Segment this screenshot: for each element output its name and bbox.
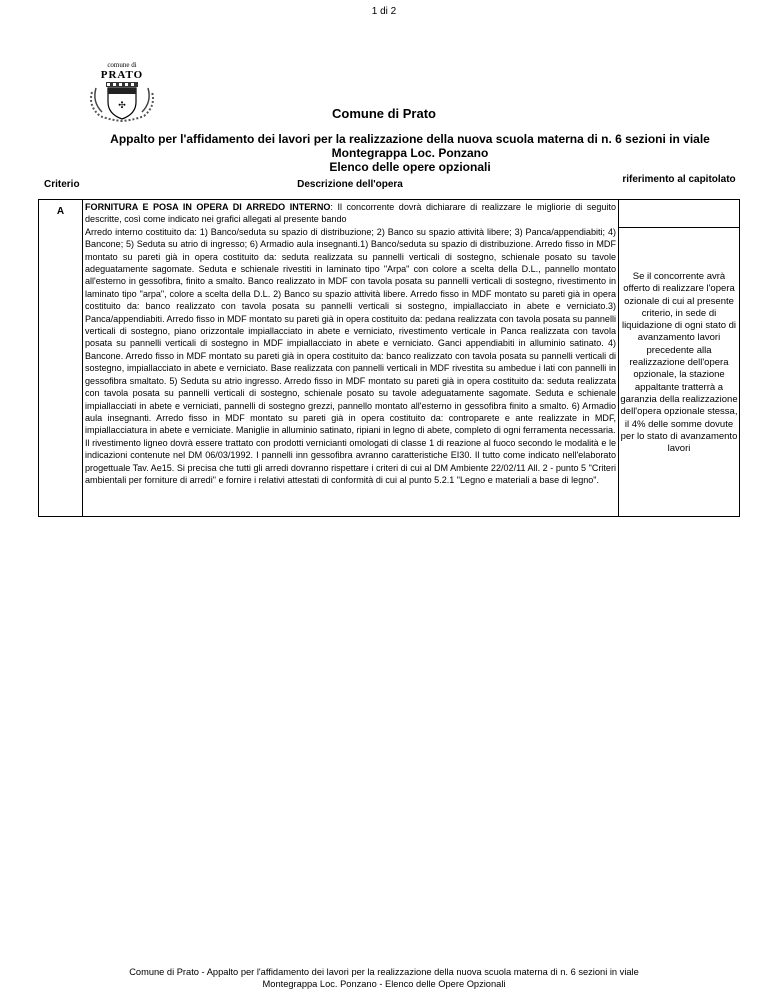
header-riferimento: riferimento al capitolato	[622, 174, 736, 185]
header-criterio: Criterio	[44, 179, 80, 190]
opere-opzionali-table	[38, 199, 740, 517]
header-descrizione: Descrizione dell'opera	[297, 179, 403, 190]
description-paragraph-1: Arredo interno costituito da: 1) Banco/seduta su spazio di distribuzione; 2) Banco su spazio attività libere; 3) Panca/appendiabiti; 4) Bancone; 5) Seduta su atrio di ingresso; 6) Armadio aula insegnanti.1) Banco/seduta su spazio di distribuzione. Arredo fisso in MDF montato su pareti già in opera costituito da: seduta realizzata su pannelli verticali di sostegno, schienale posato su tavole adeguatamente sagomate. Seduta e schienale rivestiti in laminato tipo "Arpa" con colore a scelta della D.L., pannello montato all'esterno in gessofibra, finito a smalto. Banco realizzato in MDF con tavola posata su pannelli verticali di sostegno, rivestimento in laminato tipo "arpa", colore a scelta della D.L. 2) Banco su spazio attività libere. Arredo fisso in MDF montato su pareti già in opera costituito da: banco realizzato con tavola posata su pannelli verticali si sostegno, impiallacciato in abete e verniciato.3) Panca/appendiabiti. Arredo fisso in MDF montato su pareti già in opera costituito da: pedana realizzata con tavola posata su pannelli verticali di sostegno, piano orizzontale impiallacciato in abete e verniciato, rivestimento verticale in Panca realizzata con tavola posata su pannelli verticali di sostegno in MDF impiallacciato in abete e verniciato. Ganci appendiabiti in alluminio satinato. 4) Bancone. Arredo fisso in MDF montato su pareti già in opera costituito da: banco realizzato con tavola posata su pannelli verticali di sostegno, impiallacciato in abete e verniciato. Base realizzata con pannelli verticali in MDF rivestita su ambedue i lati con pannelli in gessofibra smaltato. 5) Seduta su atrio ingresso. Arredo fisso in MDF montato su pareti già in opera costituito da: seduta realizzata con tavola posata su pannelli verticali di sostegno, schienale posato su tavole adeguatamente sagomate. Seduta e schienale impiallacciati in abete e verniciati, pannelli di sostegno grezzi, pannello montato all'esterno in gessofibra finito a smalto. 6) Armadio aula insegnanti. Arredo fisso in MDF montato su pareti già in opera costituito da: controparete e ante realizzate in MDF, impiallacciatura in abete e verniciate. Maniglie in alluminio satinato, ripiani in legno di abete, completo di ogni ferramenta necessaria.	[85, 226, 616, 436]
descrizione-cell	[83, 200, 619, 517]
table-row	[39, 200, 740, 517]
description-intro	[85, 201, 616, 226]
svg-text:comune di: comune di	[107, 61, 137, 69]
footer-line-1: Comune di Prato - Appalto per l'affidamento dei lavori per la realizzazione della nuova scuola materna di n. 6 sezioni in viale	[129, 967, 639, 977]
description-paragraph-2: Il rivestimento ligneo dovrà essere trattato con prodotti vernicianti omologati di classe 1 di reazione al fuoco secondo le modalità e le indicazioni contenute nel DM 06/03/1992. I pannelli inn gessofibra avranno caratteristiche EI30. Il tutto come indicato nell'elaborato progettuale Tav. Ae15. Si precisa che tutti gli arredi dovranno rispettare i criteri di cui al DM Ambiente 22/02/11 All. 2 - punto 5 "Criteri ambientali per forniture di arredi" e fornire i relativi attestati di conformità di cui al punto 5.2.1 "Legno e materiali a base di legno".	[85, 437, 616, 485]
riferimento-cell	[619, 200, 740, 517]
criterio-cell	[39, 200, 83, 517]
page-footer	[60, 966, 708, 990]
subtitle-line-2: Montegrappa Loc. Ponzano	[331, 146, 489, 160]
subtitle-line-1: Appalto per l'affidamento dei lavori per la realizzazione della nuova scuola materna di n. 6 sezioni in viale	[110, 132, 710, 146]
riferimento-text: Se il concorrente avrà offerto di realizzare l'opera ozionale di cui al presente criterio, in sede di liquidazione di ogni stato di avanzamento lavori precedente alla realizzazione dell'opera opzionale, la stazione appaltante tratterrà a garanzia della realizzazione dell'opera opzionale stessa, il 4% delle somme dovute per lo stato di avanzamento lavori	[620, 271, 738, 455]
subtitle-line-3: Elenco delle opere opzionali	[329, 160, 491, 174]
riferimento-empty-top	[619, 200, 739, 228]
svg-text:✣: ✣	[118, 100, 126, 110]
svg-text:PRATO: PRATO	[100, 69, 144, 81]
document-title: Comune di Prato	[331, 106, 436, 121]
criterio-label: A	[56, 206, 65, 217]
description-lead-rest: : Il concorrente dovrà dichiarare di realizzare le migliorie di seguito descritte, così come indicato nei grafici allegati al presente bando	[85, 202, 616, 225]
footer-line-2: Montegrappa Loc. Ponzano - Elenco delle Opere Opzionali	[262, 979, 506, 989]
page-number: 1 di 2	[371, 6, 397, 17]
document-subtitle	[90, 132, 730, 174]
description-lead: FORNITURA E POSA IN OPERA DI ARREDO INTERNO	[85, 202, 331, 212]
